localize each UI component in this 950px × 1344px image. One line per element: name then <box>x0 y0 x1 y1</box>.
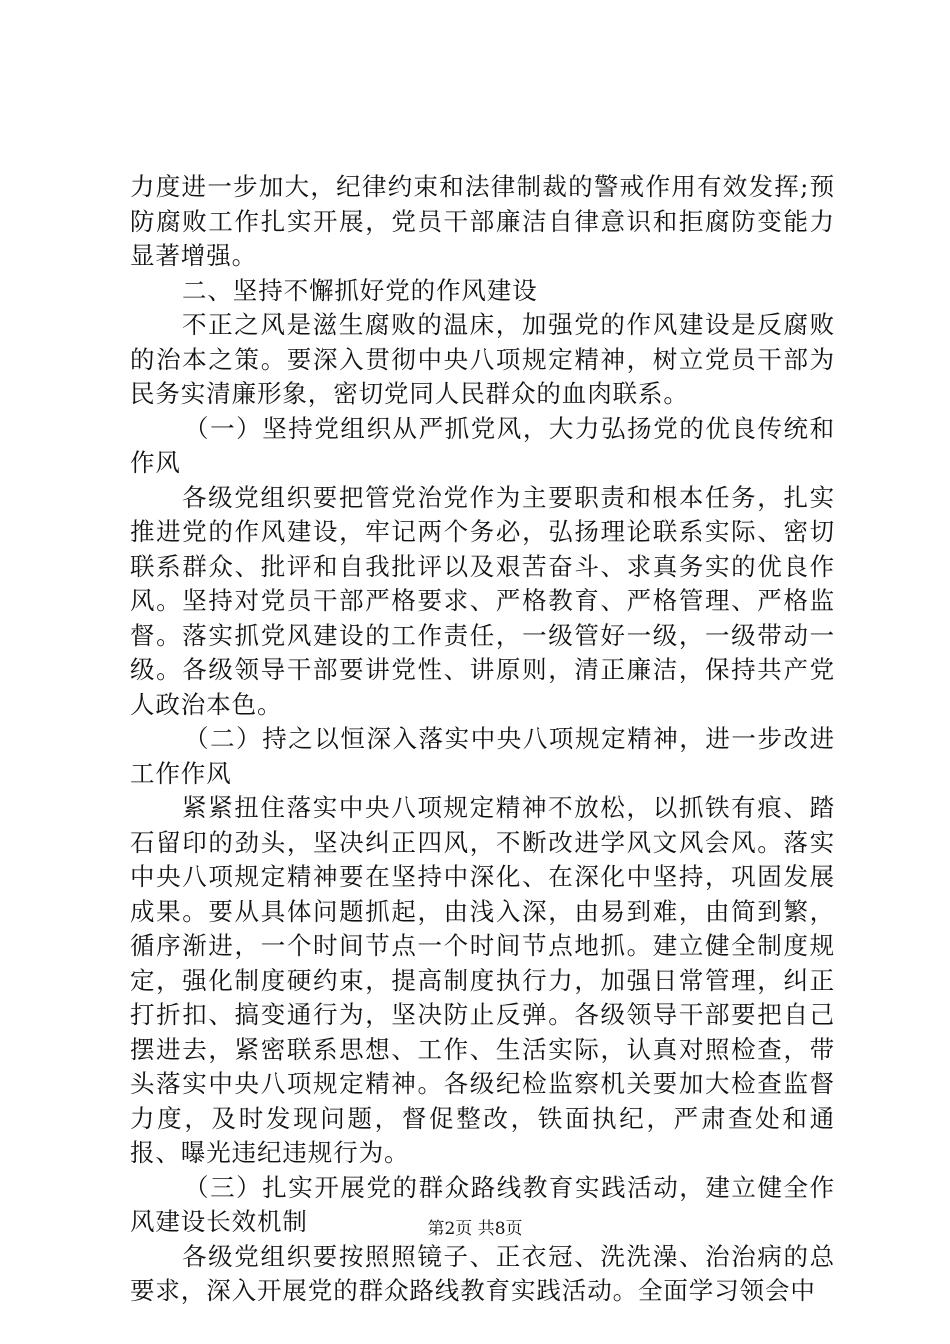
paragraph-continuation: 力度进一步加大，纪律约束和法律制裁的警戒作用有效发挥;预防腐败工作扎实开展，党员干部廉洁自律意识和拒腐防变能力显著增强。 <box>130 172 835 270</box>
section-heading: 二、坚持不懈抓好党的作风建设 <box>182 275 538 305</box>
subsection-heading-1: （一）坚持党组织从严抓党风，大力弘扬党的优良传统和作风 <box>130 413 835 477</box>
page-number-footer: 第2页 共8页 <box>427 1219 523 1239</box>
document-body <box>130 170 835 1309</box>
paragraph: 各级党组织要按照照镜子、正衣冠、洗洗澡、治治病的总要求，深入开展党的群众路线教育实践活动。全面学习领会中 <box>130 1241 835 1305</box>
subsection-heading-2: （二）持之以恒深入落实中央八项规定精神，进一步改进工作作风 <box>130 724 835 788</box>
paragraph: 紧紧扭住落实中央八项规定精神不放松，以抓铁有痕、踏石留印的劲头，坚决纠正四风，不断改进学风文风会风。落实中央八项规定精神要在坚持中深化、在深化中坚持，巩固发展成果。要从具体问题抓起，由浅入深，由易到难，由简到繁，循序渐进，一个时间节点一个时间节点地抓。建立健全制度规定，强化制度硬约束，提高制度执行力，加强日常管理，纠正打折扣、搞变通行为，坚决防止反弹。各级领导干部要把自己摆进去，紧密联系思想、工作、生活实际，认真对照检查，带头落实中央八项规定精神。各级纪检监察机关要加大检查监督力度，及时发现问题，督促整改，铁面执纪，严肃查处和通报、曝光违纪违规行为。 <box>130 793 835 1167</box>
paragraph: 不正之风是滋生腐败的温床，加强党的作风建设是反腐败的治本之策。要深入贯彻中央八项规定精神，树立党员干部为民务实清廉形象，密切党同人民群众的血肉联系。 <box>130 310 835 408</box>
paragraph: 各级党组织要把管党治党作为主要职责和根本任务，扎实推进党的作风建设，牢记两个务必，弘扬理论联系实际、密切联系群众、批评和自我批评以及艰苦奋斗、求真务实的优良作风。坚持对党员干部严格要求、严格教育、严格管理、严格监督。落实抓党风建设的工作责任，一级管好一级，一级带动一级。各级领导干部要讲党性、讲原则，清正廉洁，保持共产党人政治本色。 <box>130 482 835 719</box>
subsection-heading-3: （三）扎实开展党的群众路线教育实践活动，建立健全作风建设长效机制 <box>130 1172 835 1236</box>
